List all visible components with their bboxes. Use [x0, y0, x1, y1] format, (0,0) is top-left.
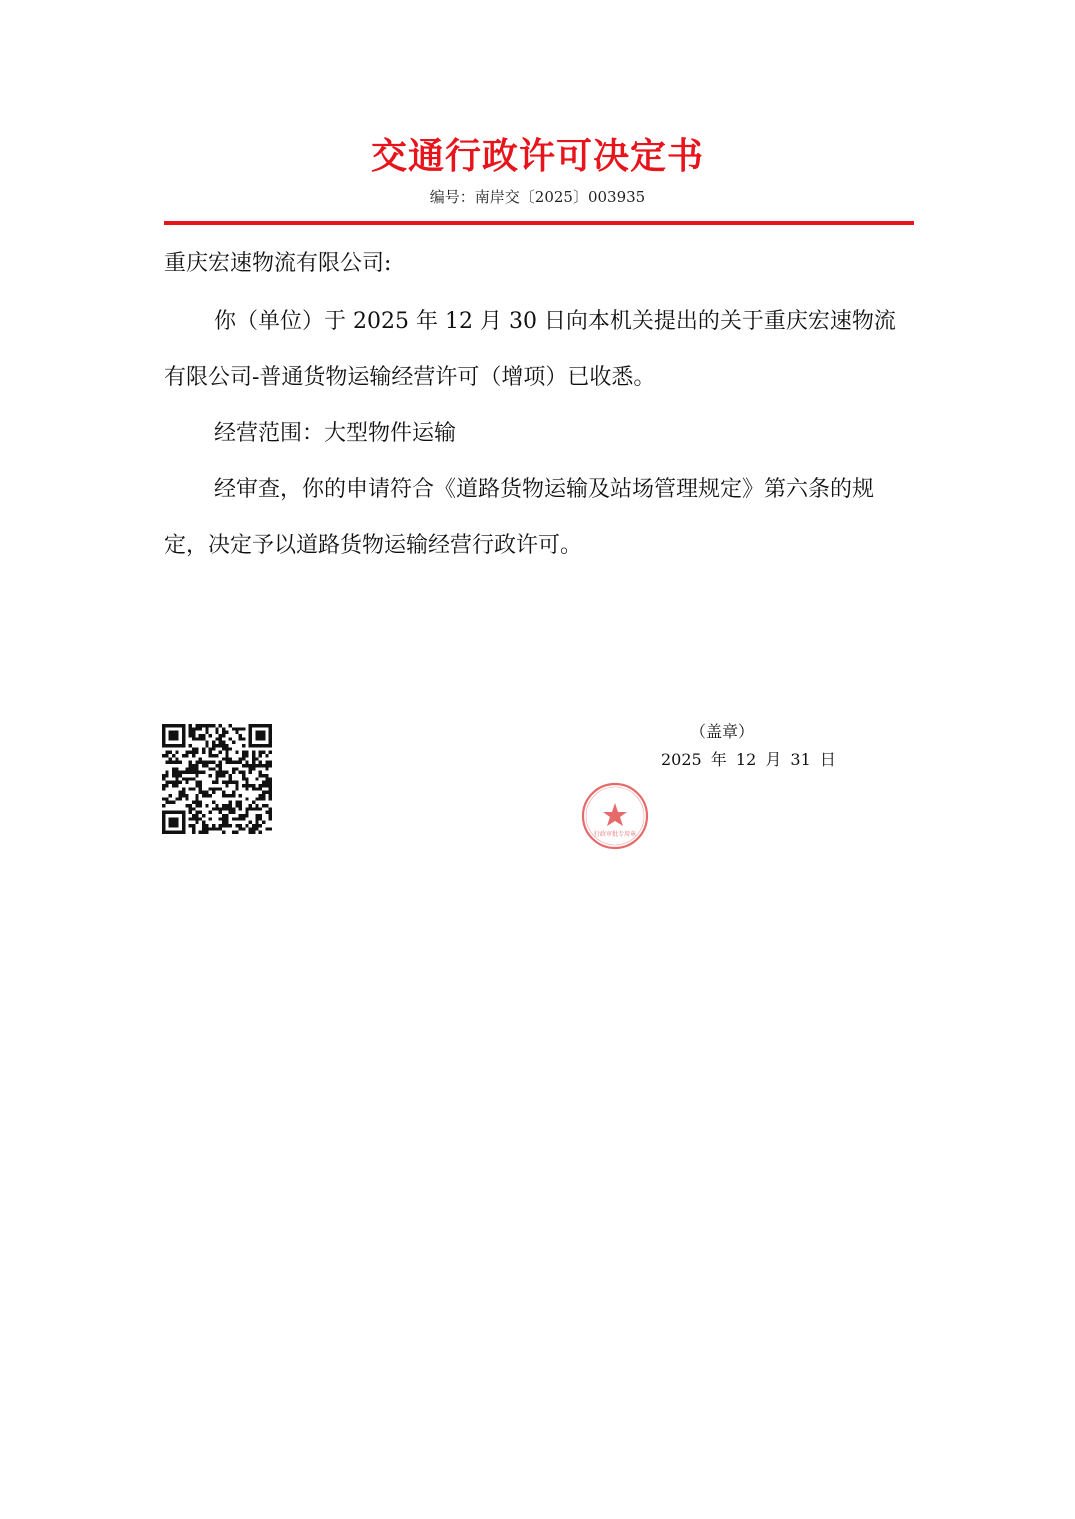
stamp-text: 行政审批专用章 — [593, 831, 637, 838]
seal-label: （盖章） — [690, 722, 755, 741]
paragraph-scope: 经营范围：大型物件运输 — [214, 421, 457, 446]
issue-date: 2025 年 12 月 31 日 — [661, 750, 836, 769]
document-number: 编号：南岸交〔2025〕003935 — [429, 188, 646, 206]
document-title: 交通行政许可决定书 — [370, 135, 704, 177]
qr-code-icon — [162, 724, 272, 834]
red-divider — [164, 221, 914, 225]
addressee: 重庆宏速物流有限公司: — [164, 251, 392, 276]
seal-star-icon — [603, 803, 627, 826]
paragraph-receipt: 你（单位）于 2025 年 12 月 30 日向本机关提出的关于重庆宏速物流有限公司-普通货物运输经营许可（增项）已收悉。 — [164, 309, 896, 390]
official-stamp — [580, 781, 650, 851]
paragraph-decision: 经审查，你的申请符合《道路货物运输及站场管理规定》第六条的规定，决定予以道路货物运输经营行政许可。 — [164, 477, 875, 558]
